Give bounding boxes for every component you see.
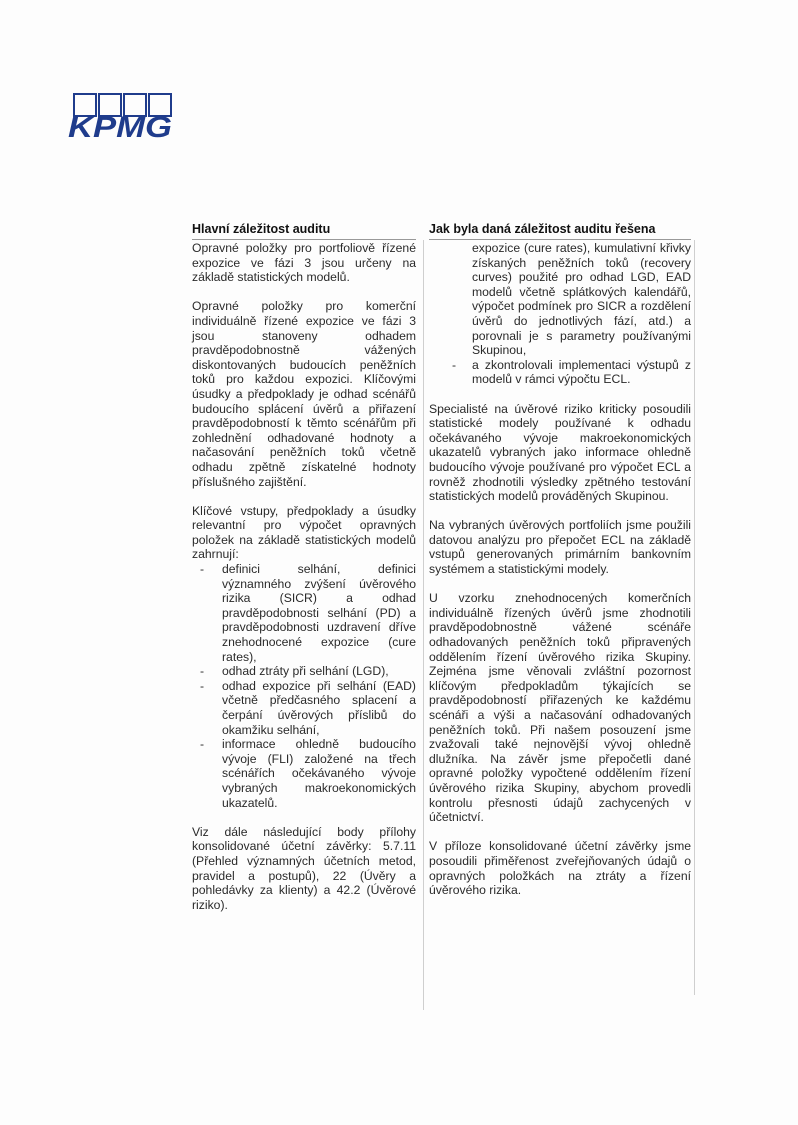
paragraph: V příloze konsolidované účetní závěrky jsme posoudili přiměřenost zveřejňovaných údajů o opravných položkách na ztráty a řízení úvěrového rizika. <box>429 839 691 898</box>
list-item: - informace ohledně budoucího vývoje (FLI) založené na třech scénářích očekávaného vývoje vybraných makroekonomických ukazatelů. <box>200 737 416 810</box>
right-column-header: Jak byla daná záležitost auditu řešena <box>429 222 691 240</box>
paragraph: Viz dále následující body přílohy konsolidované účetní závěrky: 5.7.11 (Přehled významných účetních metod, pravidel a postupů), 22 (Úvěry a pohledávky za klienty) a 42.2 (Úvěrové riziko). <box>192 824 416 912</box>
paragraph: Opravné položky pro komerční individuálně řízené expozice ve fázi 3 jsou stanoveny odhadem pravděpodobnostně vážených diskontovaných budoucích peněžních toků pro každou expozici. Klíčovými úsudky a předpoklady je odhad scénářů budoucího splácení úvěrů a přiřazení pravděpodobností k těmto scénářům při zohlednění odhadované hodnoty a načasování peněžních toků včetně odhadu zpětně získatelné hodnoty příslušného zajištění. <box>192 299 416 489</box>
list-item: - odhad expozice při selhání (EAD) včetně předčasného splacení a čerpání úvěrových příslibů do okamžiku selhání, <box>200 678 416 737</box>
paragraph: Specialisté na úvěrové riziko kriticky posoudili statistické modely používané k odhadu očekávaného vývoje makroekonomických ukazatelů vybraných jako informace ohledně budoucího vývoje používané pro výpočet ECL a rovněž zhodnotili výsledky zpětného testování statistických modelů prováděných Skupinou. <box>429 401 691 504</box>
left-column-header: Hlavní záležitost auditu <box>192 222 416 240</box>
bullet-list <box>192 562 416 810</box>
paragraph: expozice (cure rates), kumulativní křivky získaných peněžních toků (recovery curves) použité pro odhad LGD, EAD modelů včetně splátkových kalendářů, výpočet podmínek pro SICR a rozdělení úvěrů do jednotlivých fází, atd.) a porovnali je s parametry používanými Skupinou, <box>472 241 691 358</box>
bullet-list <box>429 358 691 387</box>
kpmg-logo <box>66 92 176 142</box>
paragraph: Na vybraných úvěrových portfoliích jsme použili datovou analýzu pro přepočet ECL na základě vstupů generovaných primárním bankovním systémem a statistickými modely. <box>429 518 691 577</box>
paragraph: U vzorku znehodnocených komerčních individuálně řízených úvěrů jsme zhodnotili pravděpodobnostně vážené scénáře odhadovaných peněžních toků připravených oddělením řízení úvěrového rizika Skupiny. Zejména jsme věnovali zvláštní pozornost klíčovým předpokladům týkajících se pravděpodobností přiřazených ke každému scénáři a výši a načasování odhadovaných peněžních toků. Při našem posouzení jsme zvažovali také nejnovější vývoj ohledně dlužníka. Na závěr jsme přepočetli dané opravné položky vypočtené oddělením řízení úvěrového rizika Skupiny, abychom provedli kontrolu přesnosti údajů zachycených v účetnictví. <box>429 591 691 825</box>
list-item: - definici selhání, definici významného zvýšení úvěrového rizika (SICR) a odhad pravděpodobnosti selhání (PD) a pravděpodobnosti uzdravení dříve znehodnocené expozice (cure rates), <box>200 562 416 664</box>
left-column <box>192 222 416 927</box>
list-item: - a zkontrolovali implementaci výstupů z modelů v rámci výpočtu ECL. <box>452 357 691 387</box>
list-item: - odhad ztráty při selhání (LGD), <box>200 664 389 679</box>
right-border <box>694 240 695 995</box>
paragraph: Opravné položky pro portfoliově řízené expozice ve fázi 3 jsou určeny na základě statistických modelů. <box>192 241 416 285</box>
logo-text: KPMG <box>68 111 172 142</box>
column-divider <box>423 240 424 1010</box>
right-column <box>429 222 691 912</box>
paragraph: Klíčové vstupy, předpoklady a úsudky relevantní pro výpočet opravných položek na základě statistických modelů zahrnují: <box>192 503 416 562</box>
